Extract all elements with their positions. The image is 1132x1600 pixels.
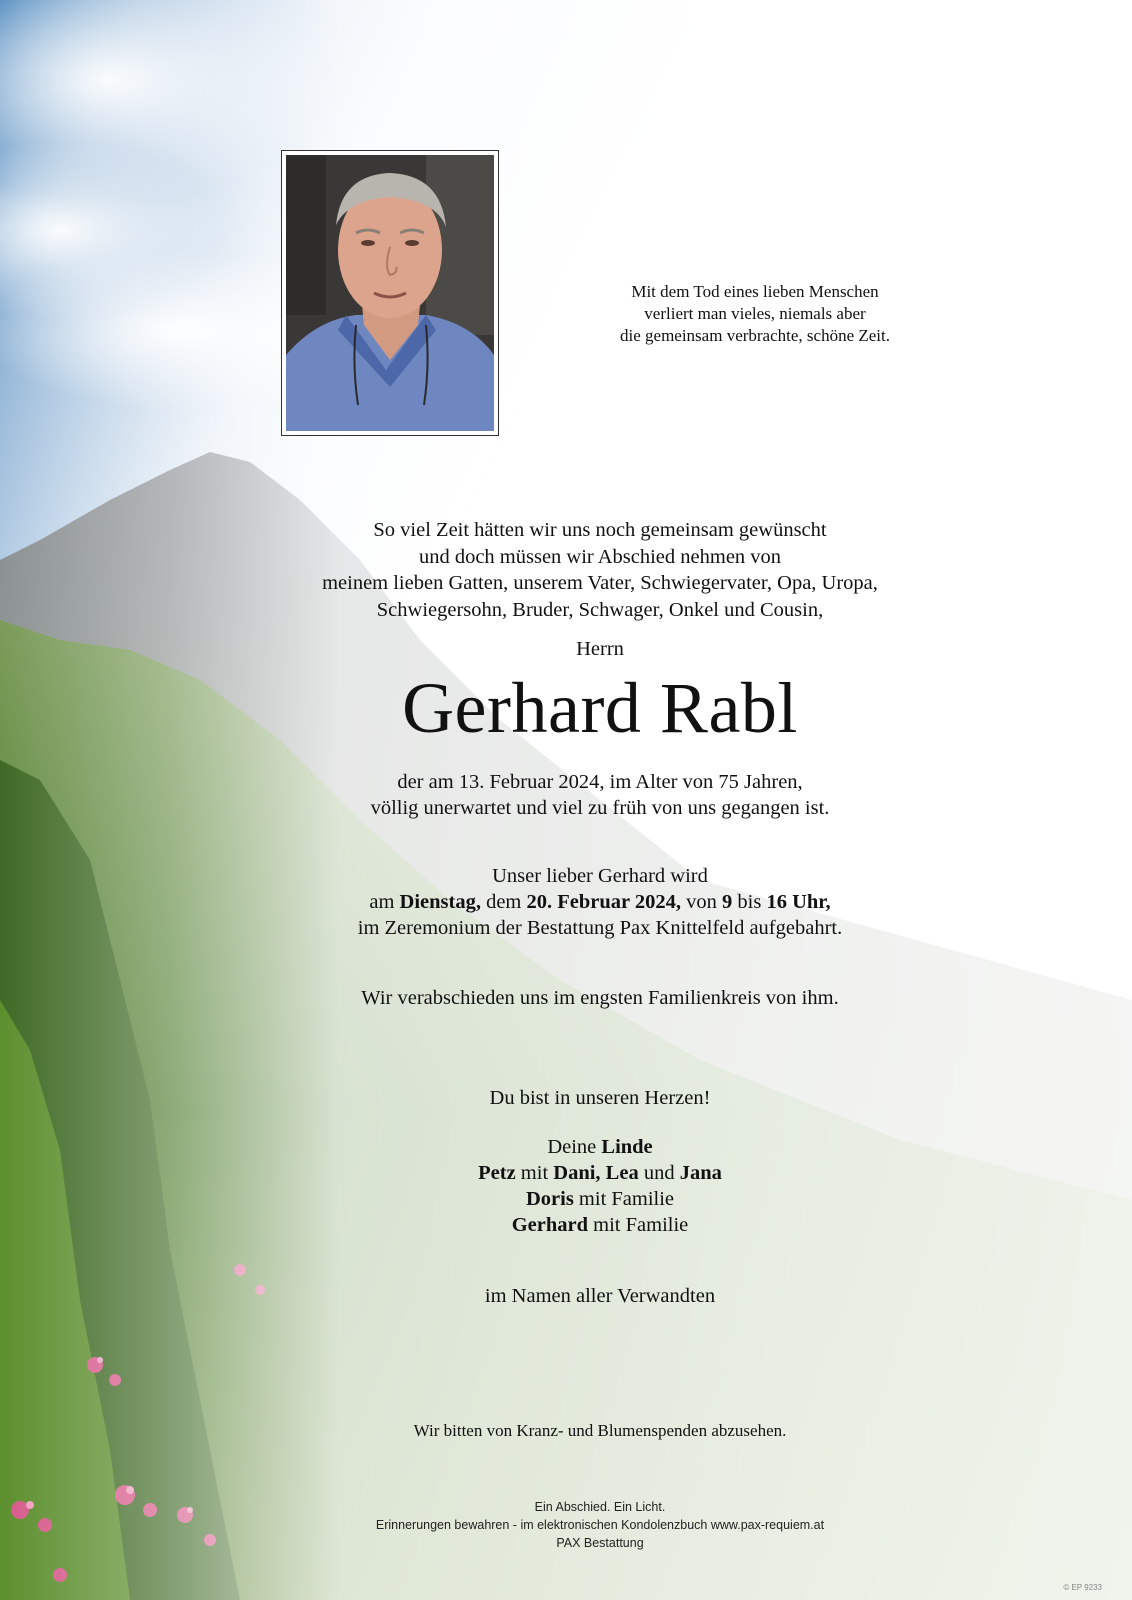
death-line: völlig unerwartet und viel zu früh von uns gegangen ist. <box>370 797 830 819</box>
family-name: Gerhard <box>511 1214 589 1236</box>
viewing-info <box>200 863 1000 941</box>
viewing-line: Unser lieber Gerhard wird <box>492 865 708 887</box>
no-flowers-request: Wir bitten von Kranz- und Blumenspenden abzusehen. <box>413 1421 787 1440</box>
quote-line: Mit dem Tod eines lieben Menschen <box>631 282 879 301</box>
family-suffix: mit Familie <box>578 1188 675 1210</box>
viewing-line: im Zeremonium der Bestattung Pax Knittelfeld aufgebahrt. <box>357 917 843 939</box>
family-line <box>200 1186 1000 1212</box>
family-name: Petz <box>478 1162 516 1184</box>
death-notice <box>200 769 1000 821</box>
family-connector: und <box>643 1162 675 1184</box>
family-prefix: Deine <box>547 1136 597 1158</box>
viewing-am: am <box>369 891 395 913</box>
viewing-bis: bis <box>737 891 762 913</box>
viewing-von: von <box>686 891 717 913</box>
intro-text <box>200 517 1000 623</box>
family-line <box>200 1160 1000 1186</box>
intro-line: und doch müssen wir Abschied nehmen von <box>418 545 782 568</box>
family-suffix: mit Familie <box>593 1214 689 1236</box>
template-code: © EP 9233 <box>1063 1583 1102 1592</box>
family-line <box>200 1212 1000 1238</box>
on-behalf-of-relatives: im Namen aller Verwandten <box>484 1285 716 1307</box>
viewing-date-line <box>200 889 1000 915</box>
viewing-date: 20. Februar 2024, <box>526 891 682 913</box>
footer <box>200 1498 1000 1552</box>
footer-line: PAX Bestattung <box>556 1536 644 1550</box>
family-name: Linde <box>601 1136 653 1158</box>
viewing-day: Dienstag, <box>399 891 481 913</box>
viewing-from-hour: 9 <box>722 891 733 913</box>
family-name: Jana <box>679 1162 722 1184</box>
farewell-text: Wir verabschieden uns im engsten Familienkreis von ihm. <box>361 987 839 1009</box>
memorial-quote <box>580 281 930 347</box>
deceased-name: Gerhard Rabl <box>402 668 798 748</box>
death-line: der am 13. Februar 2024, im Alter von 75 Jahren, <box>397 771 803 793</box>
family-name: Dani, Lea <box>553 1162 639 1184</box>
quote-line: verliert man vieles, niemals aber <box>644 304 866 323</box>
quote-line: die gemeinsam verbrachte, schöne Zeit. <box>620 326 890 345</box>
family-line <box>200 1134 1000 1160</box>
family-connector: mit <box>520 1162 549 1184</box>
in-our-hearts: Du bist in unseren Herzen! <box>489 1087 711 1109</box>
portrait-photo-frame <box>281 150 499 436</box>
salutation: Herrn <box>576 638 624 660</box>
footer-line: Ein Abschied. Ein Licht. <box>534 1500 666 1514</box>
footer-line: Erinnerungen bewahren - im elektronischen Kondolenzbuch www.pax-requiem.at <box>375 1518 825 1532</box>
intro-line: So viel Zeit hätten wir uns noch gemeinsam gewünscht <box>373 519 827 541</box>
intro-line: meinem lieben Gatten, unserem Vater, Schwiegervater, Opa, Uropa, <box>322 572 878 594</box>
intro-line: Schwiegersohn, Bruder, Schwager, Onkel und Cousin, <box>376 598 824 621</box>
viewing-dem: dem <box>486 891 522 913</box>
viewing-to-hour: 16 Uhr, <box>766 891 831 913</box>
family-mourners <box>200 1134 1000 1238</box>
family-name: Doris <box>525 1188 574 1210</box>
portrait-photo <box>286 155 494 431</box>
